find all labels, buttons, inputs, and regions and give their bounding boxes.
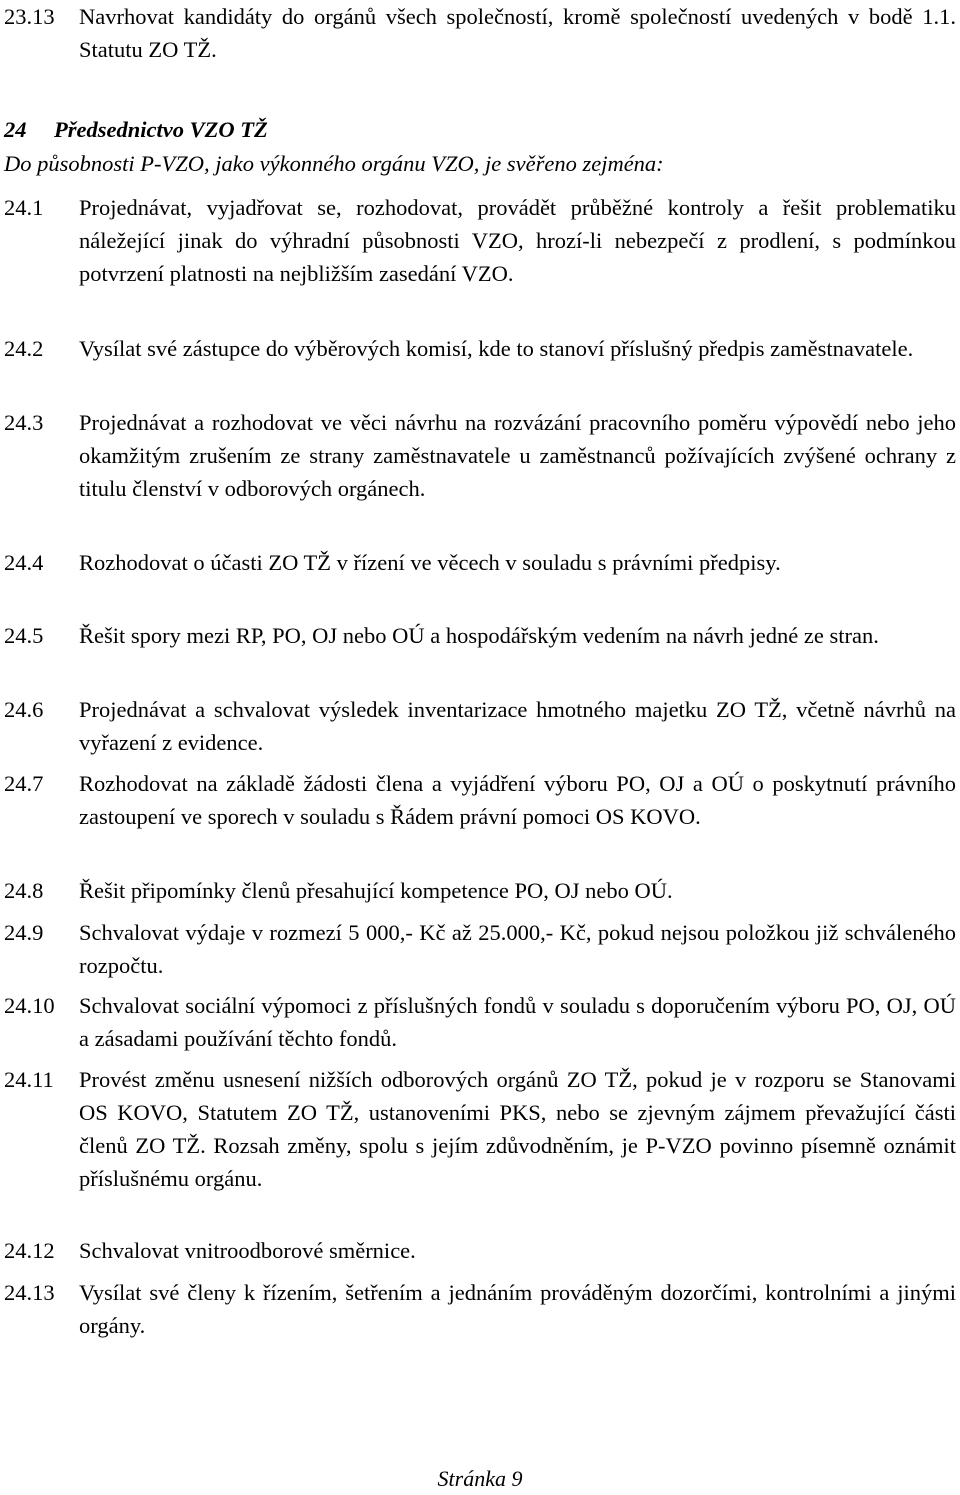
item-text: Rozhodovat o účasti ZO TŽ v řízení ve věcech v souladu s právními předpisy. bbox=[79, 550, 781, 575]
item-text: Projednávat a schvalovat výsledek inventarizace hmotného majetku ZO TŽ, včetně návrhů na vyřazení z evidence. bbox=[79, 697, 956, 755]
list-item bbox=[4, 916, 956, 982]
item-number: 24.10 bbox=[4, 993, 55, 1018]
list-item bbox=[4, 989, 956, 1055]
item-number: 24.3 bbox=[4, 410, 44, 435]
list-item bbox=[4, 693, 956, 759]
item-number: 24.1 bbox=[4, 195, 44, 220]
section-title: Předsednictvo VZO TŽ bbox=[54, 117, 268, 142]
item-number: 24.9 bbox=[4, 920, 44, 945]
item-text: Vysílat své zástupce do výběrových komisí, kde to stanoví příslušný předpis zaměstnavatele. bbox=[79, 336, 914, 361]
list-item bbox=[4, 406, 956, 505]
item-number: 24.5 bbox=[4, 623, 44, 648]
list-item bbox=[4, 0, 956, 66]
list-item bbox=[4, 1234, 956, 1267]
item-text: Schvalovat výdaje v rozmezí 5 000,- Kč až 25.000,- Kč, pokud nejsou položkou již schváleného rozpočtu. bbox=[79, 920, 956, 978]
item-text: Navrhovat kandidáty do orgánů všech společností, kromě společností uvedených v bodě 1.1. Statutu ZO TŽ. bbox=[79, 4, 956, 62]
item-number: 24.6 bbox=[4, 697, 44, 722]
item-number: 24.4 bbox=[4, 550, 44, 575]
item-number: 24.12 bbox=[4, 1238, 55, 1263]
list-item bbox=[4, 191, 956, 290]
item-text: Řešit spory mezi RP, PO, OJ nebo OÚ a hospodářským vedením na návrh jedné ze stran. bbox=[79, 623, 879, 648]
list-item bbox=[4, 332, 956, 365]
section-heading bbox=[4, 113, 268, 146]
item-number: 24.7 bbox=[4, 771, 44, 796]
item-text: Rozhodovat na základě žádosti člena a vyjádření výboru PO, OJ a OÚ o poskytnutí právního zastoupení ve sporech v souladu s Řádem právní pomoci OS KOVO. bbox=[79, 771, 956, 829]
item-number: 24.8 bbox=[4, 878, 44, 903]
list-item bbox=[4, 1276, 956, 1342]
list-item bbox=[4, 874, 956, 907]
list-item bbox=[4, 619, 956, 652]
item-number: 24.11 bbox=[4, 1067, 54, 1092]
item-number: 24.13 bbox=[4, 1280, 55, 1305]
item-number: 24.2 bbox=[4, 336, 44, 361]
item-text: Vysílat své členy k řízením, šetřením a jednáním prováděným dozorčími, kontrolními a jinými orgány. bbox=[79, 1280, 956, 1338]
page-footer: Stránka 9 bbox=[437, 1466, 523, 1491]
item-text: Schvalovat sociální výpomoci z příslušných fondů v souladu s doporučením výboru PO, OJ, OÚ a zásadami používání těchto fondů. bbox=[79, 993, 956, 1051]
section-intro: Do působnosti P-VZO, jako výkonného orgánu VZO, je svěřeno zejména: bbox=[4, 151, 664, 176]
item-text: Řešit připomínky členů přesahující kompetence PO, OJ nebo OÚ. bbox=[79, 878, 673, 903]
section-number: 24 bbox=[4, 117, 27, 142]
item-text: Schvalovat vnitroodborové směrnice. bbox=[79, 1238, 416, 1263]
item-text: Provést změnu usnesení nižších odborových orgánů ZO TŽ, pokud je v rozporu se Stanovami OS KOVO, Statutem ZO TŽ, ustanoveními PKS, nebo se zjevným zájmem převažující části členů ZO TŽ. Rozsah změny, spolu s jejím zdůvodněním, je P-VZO povinno písemně oznámit příslušnému orgánu. bbox=[79, 1067, 956, 1191]
item-number: 23.13 bbox=[4, 4, 55, 29]
list-item bbox=[4, 767, 956, 833]
list-item bbox=[4, 546, 956, 579]
list-item bbox=[4, 1063, 956, 1195]
item-text: Projednávat a rozhodovat ve věci návrhu na rozvázání pracovního poměru výpovědí nebo jeho okamžitým zrušením ze strany zaměstnavatele u zaměstnanců požívajících zvýšené ochrany z titulu členství v odborových orgánech. bbox=[79, 410, 956, 501]
item-text: Projednávat, vyjadřovat se, rozhodovat, provádět průběžné kontroly a řešit problematiku náležející jinak do výhradní působnosti VZO, hrozí-li nebezpečí z prodlení, s podmínkou potvrzení platnosti na nejbližším zasedání VZO. bbox=[79, 195, 956, 286]
